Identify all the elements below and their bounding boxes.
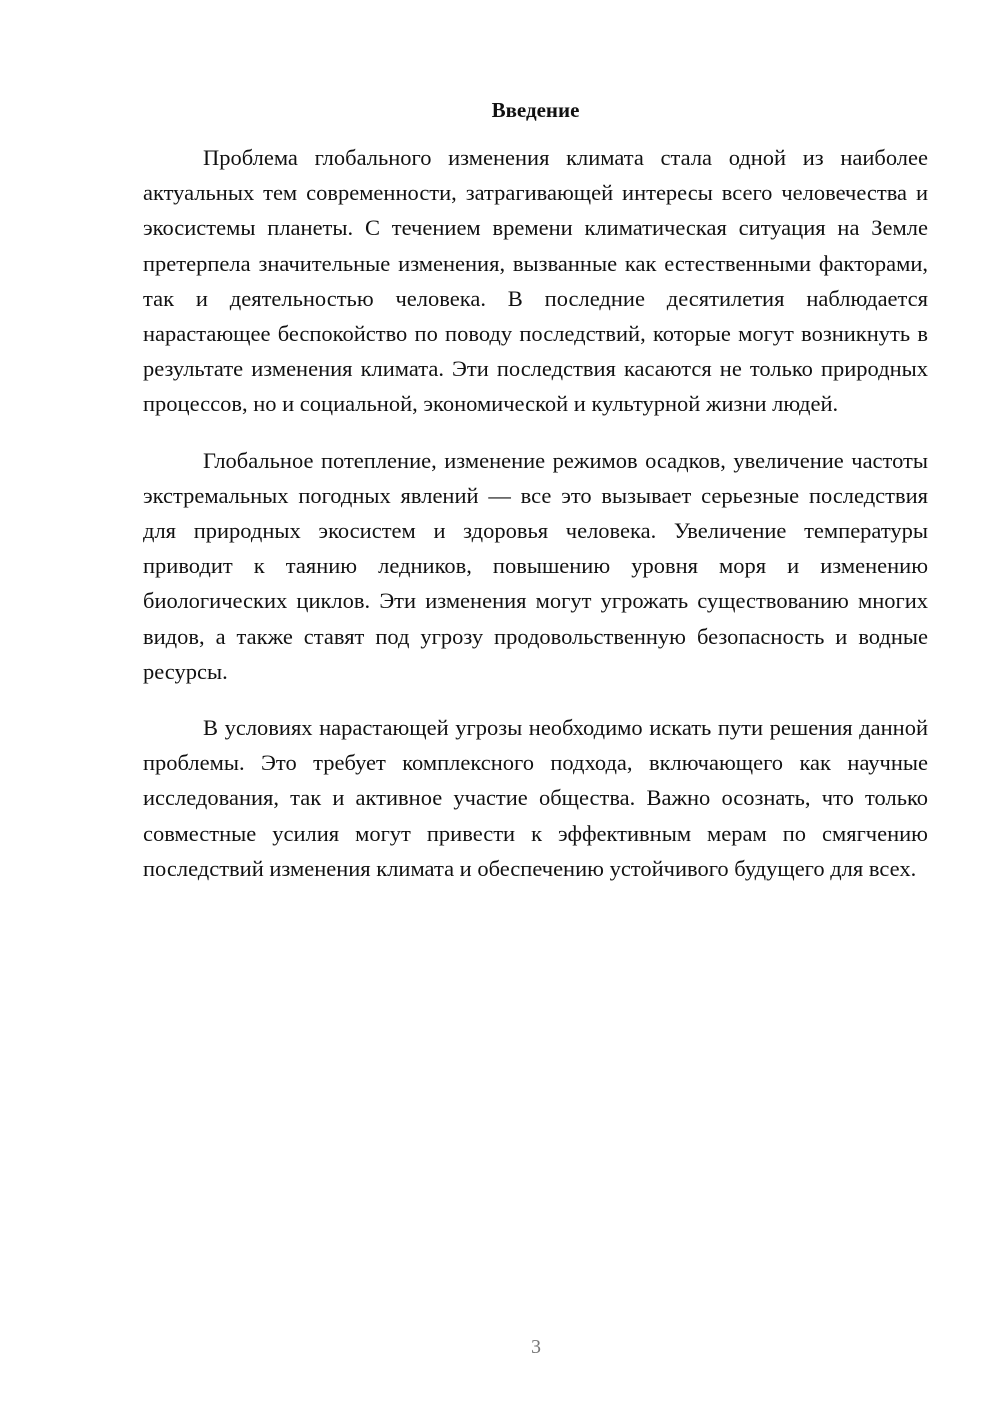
paragraph-3: В условиях нарастающей угрозы необходимо искать пути решения данной проблемы. Это требует комплексного подхода, включающего как научные исследования, так и активное участие общества. Важно осознать, что только совместные усилия могут привести к эффективным мерам по смягчению последствий изменения климата и обеспечению устойчивого будущего для всех. — [143, 715, 928, 881]
paragraph-2: Глобальное потепление, изменение режимов осадков, увеличение частоты экстремальных погодных явлений — все это вызывает серьезные последствия для природных экосистем и здоровья человека. Увеличение температуры приводит к таянию ледников, повышению уровня моря и изменению биологических циклов. Эти изменения могут угрожать существованию многих видов, а также ставят под угрозу продовольственную безопасность и водные ресурсы. — [143, 447, 928, 684]
page-number: 3 — [531, 1336, 541, 1358]
section-heading: Введение — [491, 98, 580, 122]
page-content — [143, 96, 928, 907]
paragraph-1: Проблема глобального изменения климата стала одной из наиболее актуальных тем современности, затрагивающей интересы всего человечества и экосистемы планеты. С течением времени климатическая ситуация на Земле претерпела значительные изменения, вызванные как естественными факторами, так и деятельностью человека. В последние десятилетия наблюдается нарастающее беспокойство по поводу последствий, которые могут возникнуть в результате изменения климата. Эти последствия касаются не только природных процессов, но и социальной, экономической и культурной жизни людей. — [143, 145, 928, 417]
